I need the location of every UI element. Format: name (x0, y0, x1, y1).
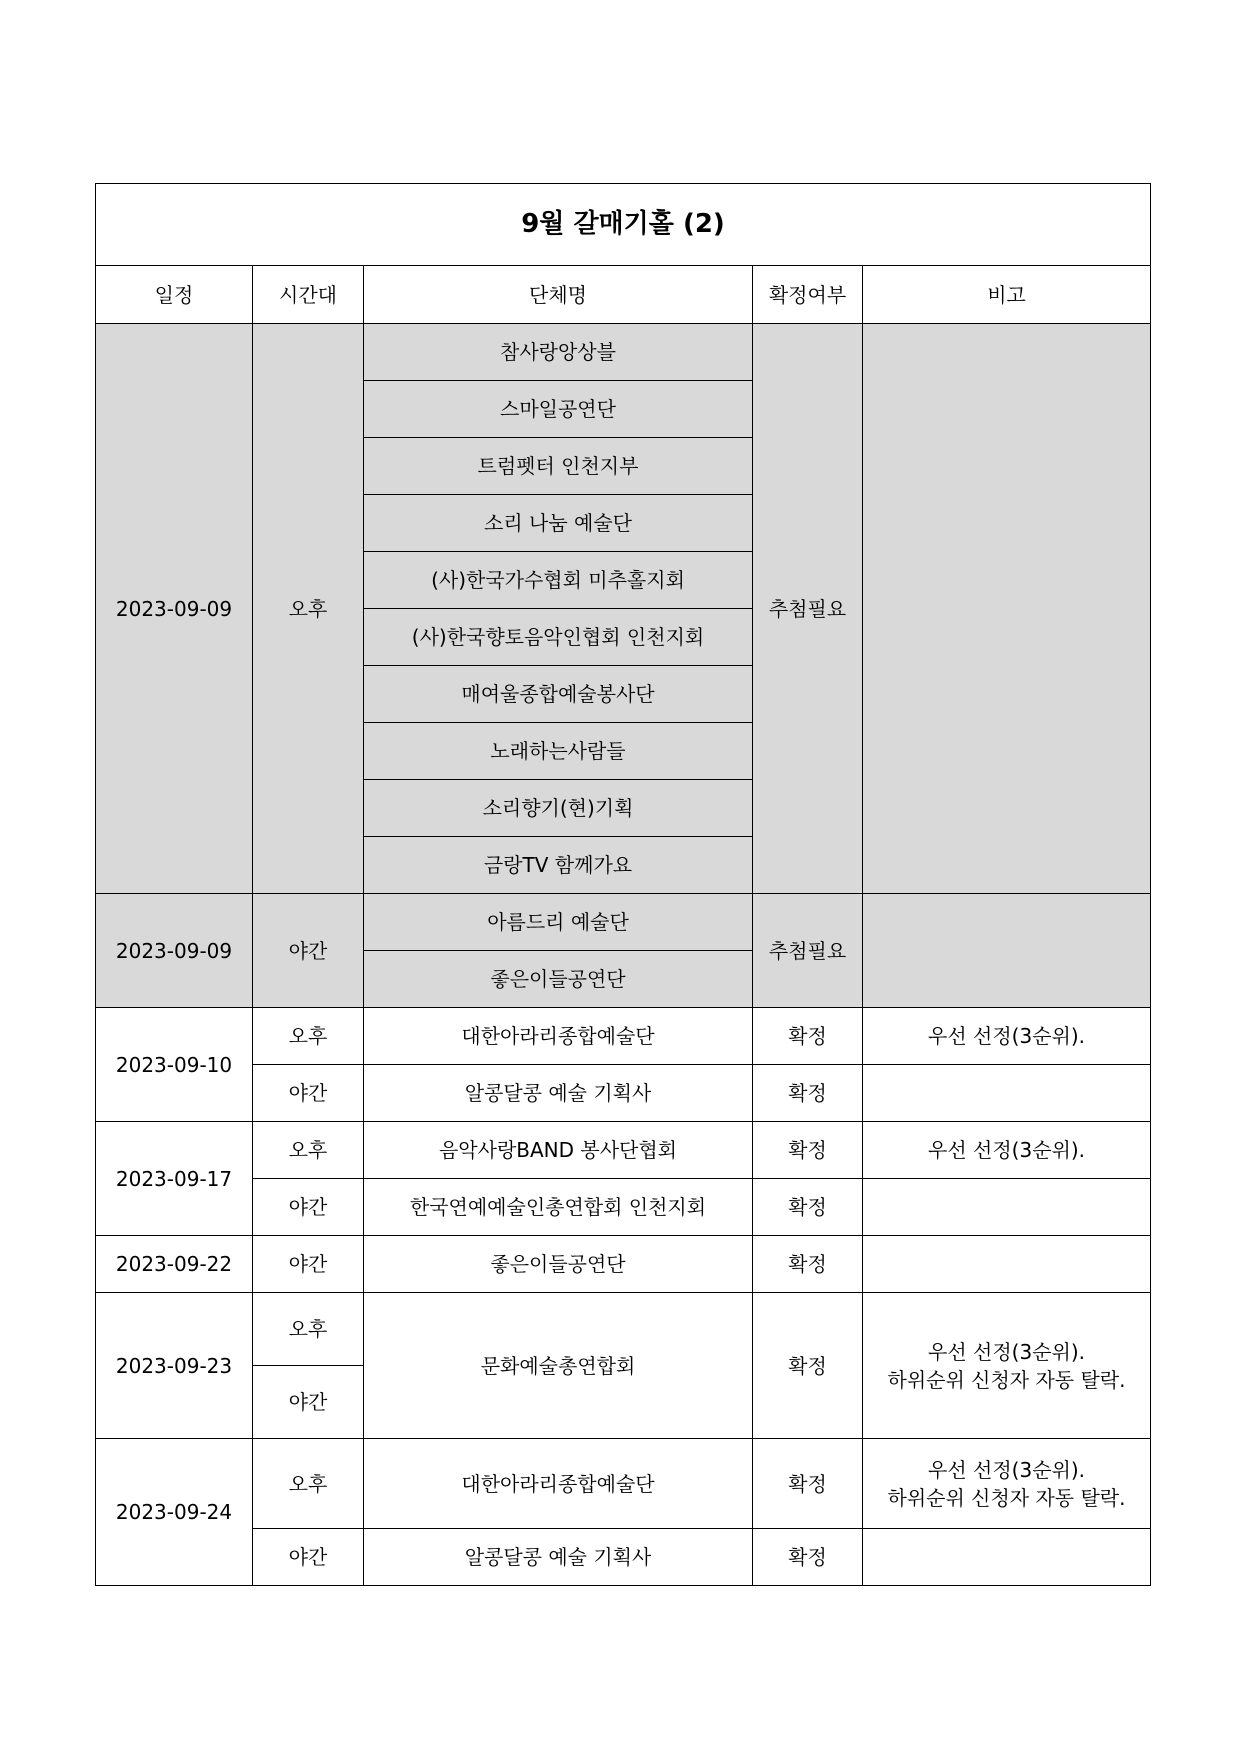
header-group: 단체명 (364, 266, 753, 324)
date-cell: 2023-09-09 (96, 324, 253, 894)
group-cell: (사)한국향토음악인협회 인천지회 (364, 609, 753, 666)
time-cell: 오후 (253, 1293, 364, 1366)
group-cell: 소리향기(현)기획 (364, 780, 753, 837)
header-time: 시간대 (253, 266, 364, 324)
status-cell: 추첨필요 (753, 324, 863, 894)
schedule-table (95, 183, 1151, 1586)
table-title: 9월 갈매기홀 (2) (96, 184, 1151, 266)
note-cell (863, 1065, 1151, 1122)
group-cell: 대한아라리종합예술단 (364, 1008, 753, 1065)
date-cell: 2023-09-24 (96, 1439, 253, 1586)
time-cell: 오후 (253, 1008, 364, 1065)
date-cell: 2023-09-09 (96, 894, 253, 1008)
note-line: 우선 선정(3순위). (928, 1339, 1085, 1364)
date-cell: 2023-09-17 (96, 1122, 253, 1236)
group-cell: 소리 나눔 예술단 (364, 495, 753, 552)
note-line: 우선 선정(3순위). (928, 1457, 1085, 1482)
group-cell: 알콩달콩 예술 기획사 (364, 1065, 753, 1122)
note-cell (863, 1293, 1151, 1439)
group-cell: 좋은이들공연단 (364, 951, 753, 1008)
group-cell: 아름드리 예술단 (364, 894, 753, 951)
note-cell: 우선 선정(3순위). (863, 1122, 1151, 1179)
group-cell: 좋은이들공연단 (364, 1236, 753, 1293)
group-cell: (사)한국가수협회 미추홀지회 (364, 552, 753, 609)
date-cell: 2023-09-10 (96, 1008, 253, 1122)
note-cell (863, 894, 1151, 1008)
time-cell: 오후 (253, 1439, 364, 1529)
group-cell: 참사랑앙상블 (364, 324, 753, 381)
status-cell: 확정 (753, 1179, 863, 1236)
date-cell: 2023-09-22 (96, 1236, 253, 1293)
note-line: 하위순위 신청자 자동 탈락. (887, 1485, 1126, 1510)
header-status: 확정여부 (753, 266, 863, 324)
group-cell: 스마일공연단 (364, 381, 753, 438)
group-cell: 대한아라리종합예술단 (364, 1439, 753, 1529)
time-cell: 야간 (253, 1065, 364, 1122)
status-cell: 확정 (753, 1065, 863, 1122)
time-cell: 야간 (253, 894, 364, 1008)
note-cell (863, 1236, 1151, 1293)
time-cell: 오후 (253, 324, 364, 894)
time-cell: 야간 (253, 1236, 364, 1293)
date-cell: 2023-09-23 (96, 1293, 253, 1439)
note-cell: 우선 선정(3순위). (863, 1008, 1151, 1065)
note-cell (863, 324, 1151, 894)
time-cell: 야간 (253, 1179, 364, 1236)
time-cell: 야간 (253, 1529, 364, 1586)
group-cell: 알콩달콩 예술 기획사 (364, 1529, 753, 1586)
time-cell: 오후 (253, 1122, 364, 1179)
status-cell: 확정 (753, 1529, 863, 1586)
header-date: 일정 (96, 266, 253, 324)
note-line: 하위순위 신청자 자동 탈락. (887, 1367, 1126, 1392)
group-cell: 금랑TV 함께가요 (364, 837, 753, 894)
status-cell: 확정 (753, 1439, 863, 1529)
status-cell: 확정 (753, 1008, 863, 1065)
note-cell (863, 1179, 1151, 1236)
status-cell: 추첨필요 (753, 894, 863, 1008)
note-cell (863, 1529, 1151, 1586)
group-cell: 한국연예예술인총연합회 인천지회 (364, 1179, 753, 1236)
status-cell: 확정 (753, 1236, 863, 1293)
note-cell (863, 1439, 1151, 1529)
group-cell: 노래하는사람들 (364, 723, 753, 780)
time-cell: 야간 (253, 1366, 364, 1439)
status-cell: 확정 (753, 1122, 863, 1179)
group-cell: 문화예술총연합회 (364, 1293, 753, 1439)
status-cell: 확정 (753, 1293, 863, 1439)
header-note: 비고 (863, 266, 1151, 324)
group-cell: 매여울종합예술봉사단 (364, 666, 753, 723)
group-cell: 트럼펫터 인천지부 (364, 438, 753, 495)
group-cell: 음악사랑BAND 봉사단협회 (364, 1122, 753, 1179)
